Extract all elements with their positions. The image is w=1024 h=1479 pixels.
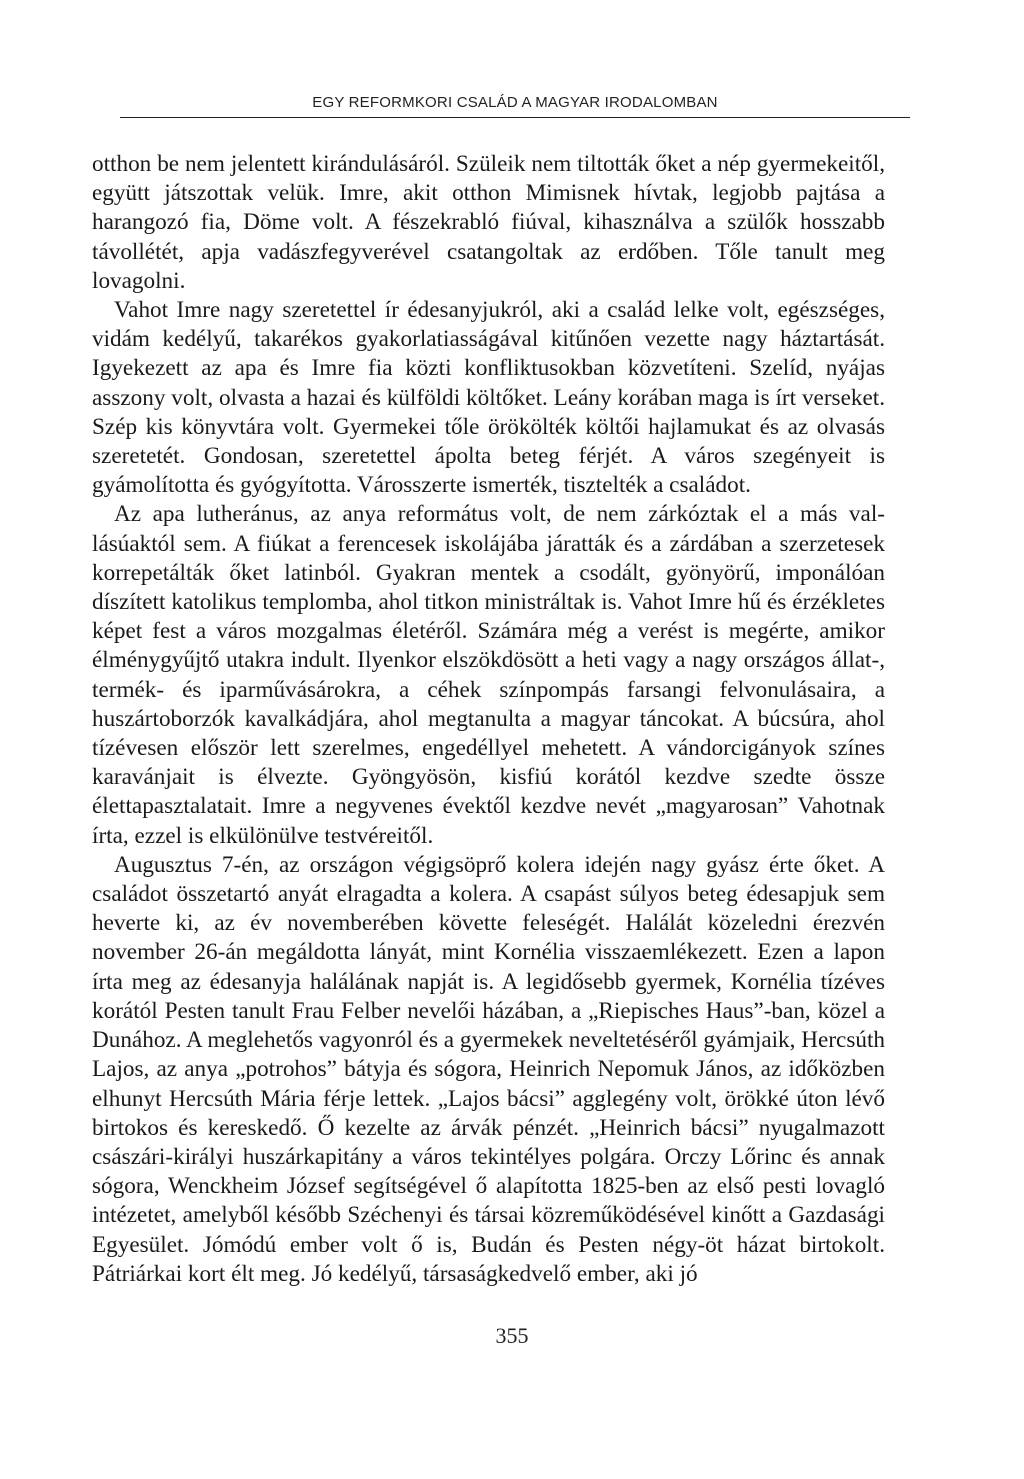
running-head: EGY REFORMKORI CSALÁD A MAGYAR IRODALOMBAN xyxy=(312,94,718,111)
paragraph-mother: Vahot Imre nagy szeretettel ír édesanyjukról, aki a család lelke volt, egészséges, vidám kedélyű, takarékos gyakorlatiasságával kitűnően vezette nagy háztartását. Igyekezett az apa és Imre fia közti konfliktusokban közvetíteni. Szelíd, nyájas asszony volt, olvasta a hazai és külföldi költőket. Leány korában maga is írt verseket. Szép kis könyvtára volt. Gyermekei tőle örökölték költői hajlamukat és az olvasás szeretetét. Gondosan, szeretettel ápolta beteg férjét. A város szegényeit is gyámolította és gyógyította. Városszerte ismerték, tisztelték a családot. xyxy=(92,297,885,499)
header-rule xyxy=(120,117,910,118)
body-text xyxy=(92,150,885,1289)
paragraph-continuation: otthon be nem jelentett kirándulásáról. Szüleik nem tiltották őket a nép gyermekeitől, együtt játszottak velük. Imre, akit otthon Mimisnek hívtak, legjobb pajtása a harangozó fia, Döme volt. A fészekrabló fiúval, kihasználva a szülők hosszabb távollétét, apja vadászfegyverével csatangoltak az erdőben. Tőle tanult meg lovagolni. xyxy=(92,151,885,294)
paragraph-cholera: Augusztus 7-én, az országon végigsöprő kolera idején nagy gyász érte őket. A családot összetartó anyát elragadta a kolera. A csapást súlyos beteg édesapjuk sem heverte ki, az év novemberében követte feleségét. Halálát közeledni érezvén november 26-án megáldotta lányát, mint Kornélia visszaemlékezett. Ezen a lapon írta meg az édesanyja halálának napját is. A legidősebb gyermek, Kornélia tízéves korától Pesten tanult Frau Felber nevelői házában, a „Riepisches Haus”-ban, közel a Dunához. A meglehetős vagyonról és a gyermekek neveltetéséről gyámjaik, Hercsúth Lajos, az anya „potrohos” bátyja és sógora, Heinrich Nepomuk János, az időközben elhunyt Hercsúth Mária férje lettek. „Lajos bácsi” agglegény volt, örökké úton lévő birtokos és kereskedő. Ő kezelte az árvák pénzét. „Heinrich bácsi” nyugalmazott császári-királyi huszárkapitány a város tekintélyes polgára. Orczy Lőrinc és annak sógora, Wenckheim József segítségével ő alapította 1825-ben az első pesti lovagló intézetet, amelyből később Széchenyi és társai közreműködésével kinőtt a Gazdasági Egyesület. Jómódú ember volt ő is, Budán és Pesten négy-öt házat birtokolt. Pátriárkai kort élt meg. Jó kedélyű, társaságkedvelő ember, aki jó xyxy=(92,851,885,1287)
page-number: 355 xyxy=(495,1323,529,1348)
paragraph-religion: Az apa lutheránus, az anya református volt, de nem zárkóztak el a más vallásúaktól sem. A fiúkat a ferencesek iskolájába járatták és a zárdában a szerzetesek korrepetálták őket latinból. Gyakran mentek a csodált, gyönyörű, imponálóan díszített katolikus templomba, ahol titkon ministráltak is. Vahot Imre hű és érzékletes képet fest a város mozgalmas életéről. Számára még a verést is megérte, amikor élménygyűjtő utakra indult. Ilyenkor elszökdösött a heti vagy a nagy országos állat-, termék- és iparművásárokra, a céhek színpompás farsangi felvonulásaira, a huszártoborzók kavalkádjára, ahol megtanulta a magyar táncokat. A búcsúra, ahol tízévesen először lett szerelmes, engedéllyel mehetett. A vándorcigányok színes karavánjait is élvezte. Gyöngyösön, kisfiú korától kezdve szedte össze élettapasztalatait. Imre a negyvenes évektől kezdve nevét „magyarosan” Vahotnak írta, ezzel is elkülönülve testvéreitől. xyxy=(92,501,885,849)
